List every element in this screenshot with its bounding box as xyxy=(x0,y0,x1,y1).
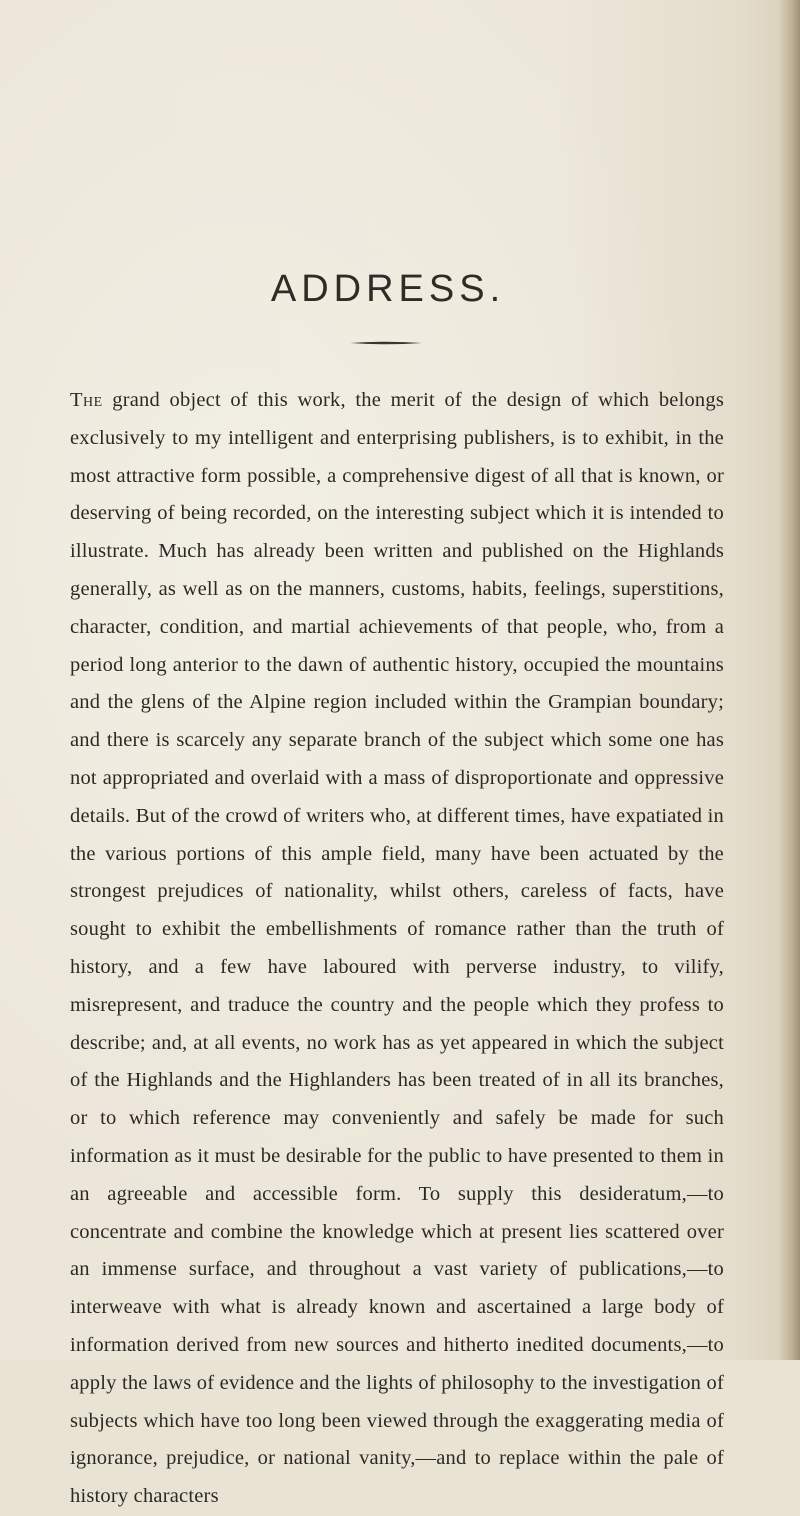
lead-word: The xyxy=(70,389,103,411)
decorative-rule xyxy=(348,340,424,346)
body-text: grand object of this work, the merit of the design of which belongs exclusively to my intelligent and enterprising publishers, is to exhibit, in the most attractive form possible, a comprehensive digest of all that is known, or deserving of being recorded, on the interesting subject which it is intended to illustrate. Much has already been written and published on the Highlands generally, as well as on the manners, customs, habits, feelings, superstitions, character, condition, and martial achievements of that people, who, from a period long anterior to the dawn of authentic history, occupied the mountains and the glens of the Alpine region included within the Grampian boundary; and there is scarcely any separate branch of the subject which some one has not appropriated and overlaid with a mass of disproportionate and oppressive details. But of the crowd of writers who, at different times, have expatiated in the various portions of this ample field, many have been actuated by the strongest prejudices of nationality, whilst others, careless of facts, have sought to exhibit the embellishments of romance rather than the truth of history, and a few have laboured with perverse industry, to vilify, misrepresent, and traduce the country and the people which they profess to describe; and, at all events, no work has as yet appeared in which the subject of the Highlands and the Highlanders has been treated of in all its branches, or to which reference may conveniently and safely be made for such information as it must be desirable for the public to have presented to them in an agreeable and accessible form. To supply this desideratum,—to concentrate and combine the knowledge which at present lies scattered over an immense surface, and throughout a vast variety of publications,—to interweave with what is already known and ascertained a large body of information derived from new sources and hitherto inedited documents,—to apply the laws of evidence and the lights of philosophy to the investigation of subjects which have too long been viewed through the exaggerating media of ignorance, prejudice, or national vanity,—and to replace within the pale of history characters xyxy=(70,389,724,1508)
page-edge-shadow xyxy=(778,0,800,1360)
body-paragraph xyxy=(70,382,724,1516)
page-heading: ADDRESS. xyxy=(270,268,506,310)
